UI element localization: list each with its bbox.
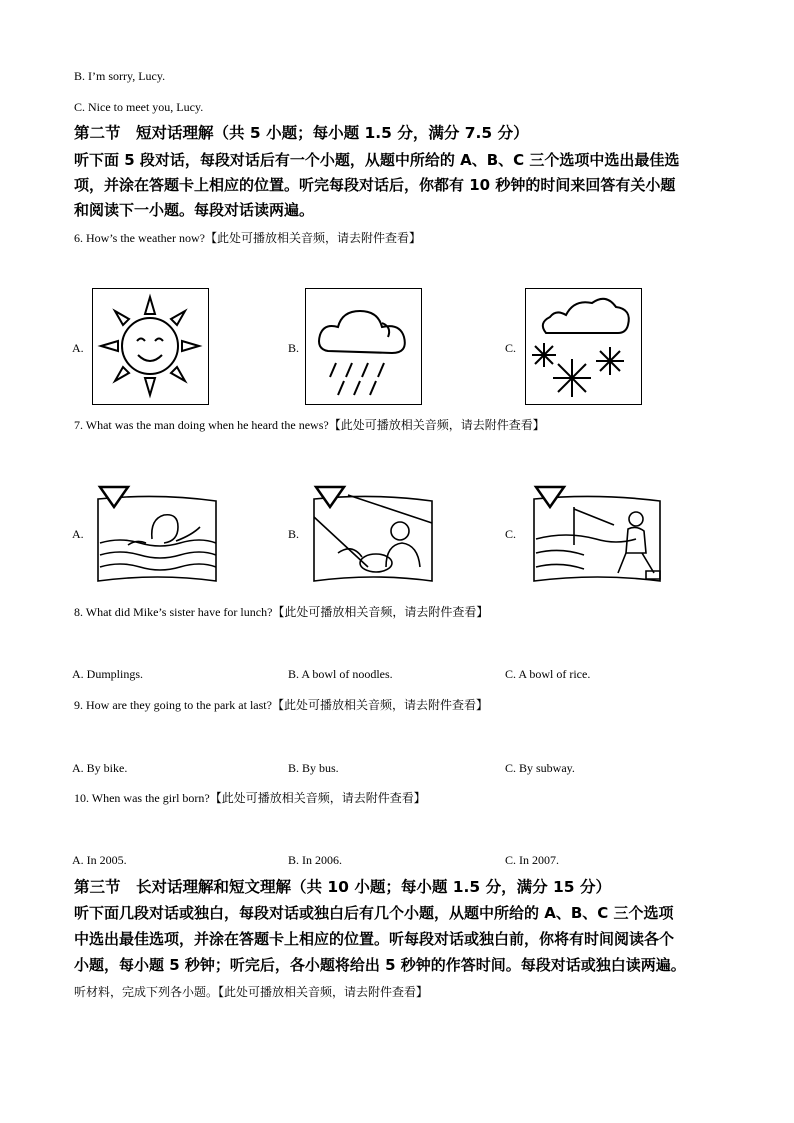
audio-note: 【此处可播放相关音频，请去附件查看】 (218, 985, 429, 999)
q9-option-b: B. By bus. (288, 761, 339, 775)
section3-instruction-1: 听下面几段对话或独白，每段对话或独白后有几个小题，从题中所给的 A、B、C 三个选项 (74, 904, 674, 922)
fishing-icon (528, 483, 668, 585)
section3-instruction-2: 中选出最佳选项，并涂在答题卡上相应的位置。听每段对话或独白前，你将有时间阅读各个 (74, 930, 675, 948)
section2-title: 第二节 短对话理解（共 5 小题；每小题 1.5 分，满分 7.5 分） (74, 124, 529, 142)
q8-option-b: B. A bowl of noodles. (288, 667, 393, 681)
q7-option-a: A. (72, 527, 84, 541)
material-prompt-text: 听材料，完成下列各小题。 (74, 985, 219, 999)
q7-option-b: B. (288, 527, 300, 541)
sun-icon (92, 288, 209, 405)
q6-option-b: B. (288, 341, 300, 355)
audio-note: 【此处可播放相关音频，请去附件查看】 (209, 791, 426, 805)
question-9-text: 9. How are they going to the park at last? (74, 698, 272, 712)
section3-title: 第三节 长对话理解和短文理解（共 10 小题；每小题 1.5 分，满分 15 分） (74, 878, 611, 896)
question-8-text: 8. What did Mike’s sister have for lunch? (74, 605, 273, 619)
question-10 (74, 790, 426, 806)
question-6 (74, 230, 421, 246)
question-8 (74, 604, 488, 620)
rain-cloud-icon (305, 288, 422, 405)
section2-instruction-2: 项，并涂在答题卡上相应的位置。听完每段对话后，你都有 10 秒钟的时间来回答有关小题 (74, 176, 676, 194)
swimming-icon (92, 483, 222, 585)
audio-note: 【此处可播放相关音频，请去附件查看】 (272, 605, 489, 619)
snow-cloud-icon (525, 288, 642, 405)
question-6-text: 6. How’s the weather now? (74, 231, 205, 245)
question-7 (74, 417, 545, 433)
section2-instruction-1: 听下面 5 段对话，每段对话后有一个小题，从题中所给的 A、B、C 三个选项中选出最佳选 (74, 151, 680, 169)
q8-option-c: C. A bowl of rice. (505, 667, 591, 681)
q9-option-a: A. By bike. (72, 761, 128, 775)
section2-instruction-3: 和阅读下一小题。每段对话读两遍。 (74, 201, 315, 219)
q7-option-c: C. (505, 527, 517, 541)
q9-option-c: C. By subway. (505, 761, 575, 775)
audio-note: 【此处可播放相关音频，请去附件查看】 (328, 418, 545, 432)
q8-option-a: A. Dumplings. (72, 667, 144, 681)
q10-option-b: B. In 2006. (288, 853, 342, 867)
driving-icon (308, 483, 438, 585)
q10-option-c: C. In 2007. (505, 853, 559, 867)
question-7-text: 7. What was the man doing when he heard the news? (74, 418, 329, 432)
question-10-text: 10. When was the girl born? (74, 791, 210, 805)
q6-option-a: A. (72, 341, 84, 355)
option-c-prev: C. Nice to meet you, Lucy. (74, 100, 204, 114)
q10-option-a: A. In 2005. (72, 853, 127, 867)
option-b-prev: B. I’m sorry, Lucy. (74, 69, 166, 83)
question-9 (74, 697, 488, 713)
material-prompt (74, 984, 428, 1000)
q6-option-c: C. (505, 341, 517, 355)
audio-note: 【此处可播放相关音频，请去附件查看】 (204, 231, 421, 245)
section3-instruction-3: 小题，每小题 5 秒钟；听完后，各小题将给出 5 秒钟的作答时间。每段对话或独白读两遍。 (74, 956, 686, 974)
audio-note: 【此处可播放相关音频，请去附件查看】 (271, 698, 488, 712)
